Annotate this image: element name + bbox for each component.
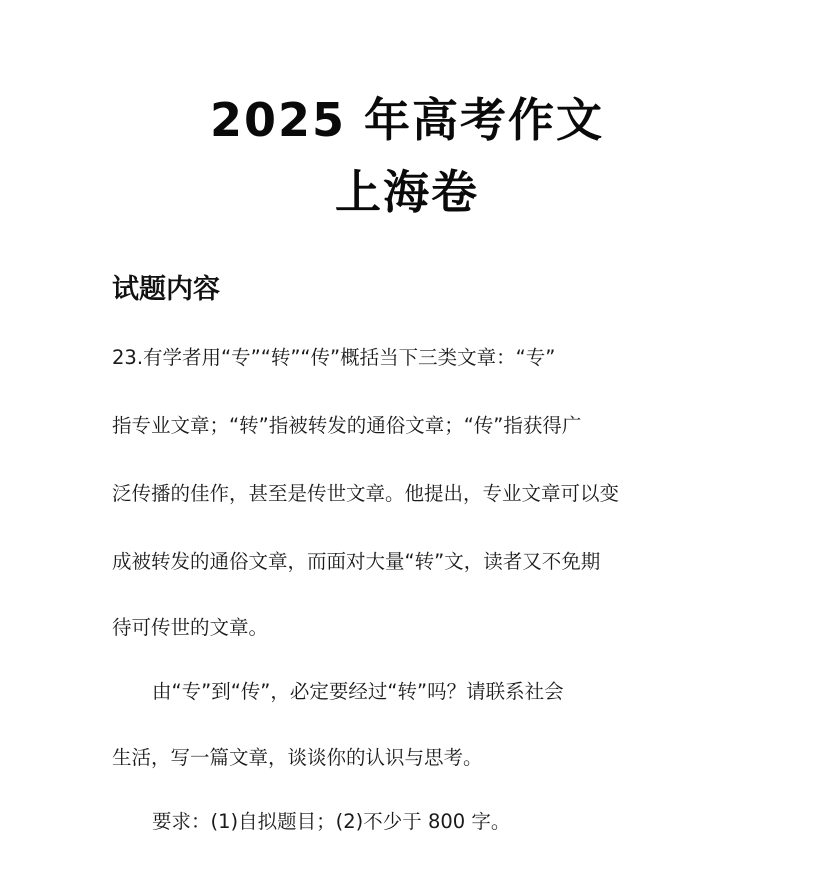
document-title: [0, 84, 814, 228]
title-year-line: 2025 年高考作文: [209, 93, 605, 147]
title-region-line: 上海卷: [335, 165, 479, 219]
question-line: 待可传世的文章。: [112, 616, 269, 639]
section-heading: 试题内容: [112, 274, 220, 305]
question-line: 指专业文章；“转”指被转发的通俗文章；“传”指获得广: [112, 414, 582, 437]
question-line: 成被转发的通俗文章，而面对大量“转”文，读者又不免期: [112, 550, 601, 573]
prompt-line: 由“专”到“传”，必定要经过“转”吗？请联系社会: [152, 680, 564, 703]
question-line: 23.有学者用“专”“转”“传”概括当下三类文章：“专”: [112, 346, 556, 369]
prompt-line: 生活，写一篇文章，谈谈你的认识与思考。: [112, 746, 483, 769]
requirement-line: 要求：(1)自拟题目；(2)不少于 800 字。: [152, 810, 511, 833]
question-line: 泛传播的佳作，甚至是传世文章。他提出，专业文章可以变: [112, 482, 620, 505]
